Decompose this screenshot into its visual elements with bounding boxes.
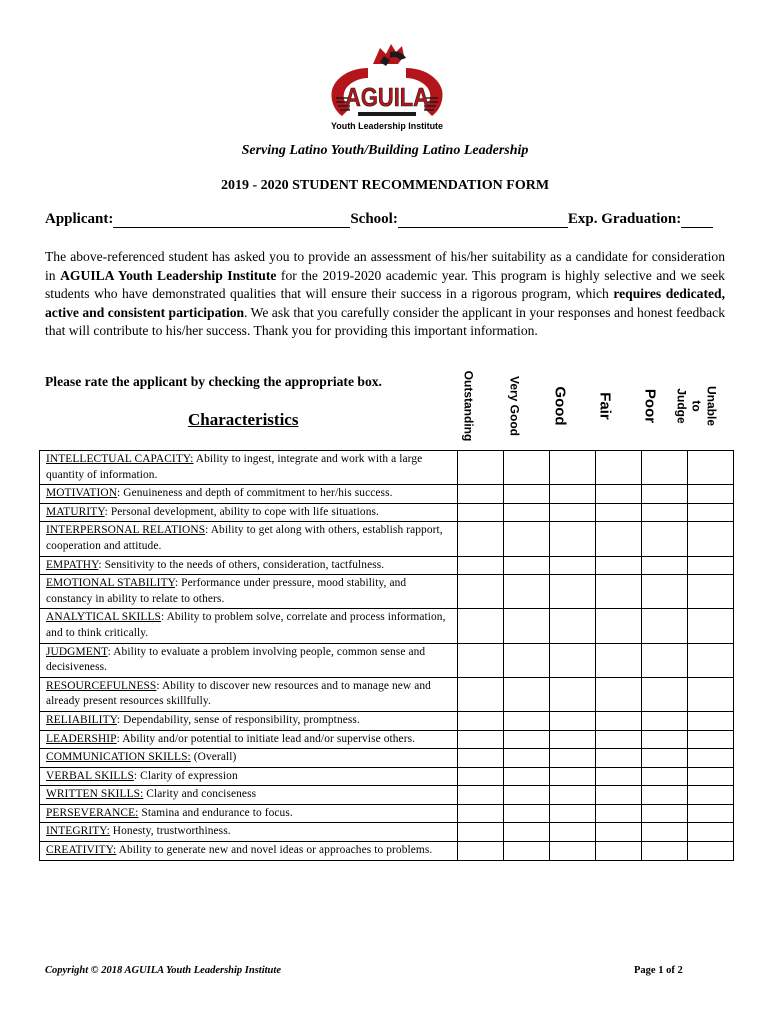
rating-checkbox-poor[interactable]	[642, 609, 688, 643]
characteristic-description: : Ability to evaluate a problem involving people, common sense and decisiveness.	[46, 645, 426, 674]
rating-checkbox-very-good[interactable]	[504, 842, 550, 861]
rating-checkbox-good[interactable]	[550, 749, 596, 768]
rating-checkbox-very-good[interactable]	[504, 556, 550, 575]
characteristic-cell	[40, 451, 458, 485]
rating-checkbox-fair[interactable]	[596, 804, 642, 823]
rating-checkbox-fair[interactable]	[596, 575, 642, 609]
characteristic-cell	[40, 556, 458, 575]
table-row	[40, 767, 734, 786]
table-row	[40, 575, 734, 609]
rating-checkbox-good[interactable]	[550, 643, 596, 677]
rating-checkbox-poor[interactable]	[642, 485, 688, 504]
characteristic-description: Clarity and conciseness	[143, 788, 257, 801]
characteristic-name: PERSEVERANCE:	[46, 806, 139, 819]
rating-checkbox-outstanding[interactable]	[458, 767, 504, 786]
characteristic-cell	[40, 804, 458, 823]
rating-checkbox-poor[interactable]	[642, 823, 688, 842]
table-row	[40, 485, 734, 504]
table-row	[40, 823, 734, 842]
rating-checkbox-good[interactable]	[550, 451, 596, 485]
table-row	[40, 556, 734, 575]
rating-checkbox-good[interactable]	[550, 730, 596, 749]
rating-checkbox-very-good[interactable]	[504, 786, 550, 805]
rating-checkbox-fair[interactable]	[596, 556, 642, 575]
rating-checkbox-good[interactable]	[550, 786, 596, 805]
column-header-very-good: Very Good	[507, 375, 522, 437]
rating-checkbox-poor[interactable]	[642, 711, 688, 730]
applicant-label: Applicant:	[45, 211, 114, 227]
characteristic-name: CREATIVITY:	[46, 844, 117, 857]
rating-checkbox-outstanding[interactable]	[458, 730, 504, 749]
rating-checkbox-very-good[interactable]	[504, 485, 550, 504]
rating-checkbox-fair[interactable]	[596, 823, 642, 842]
characteristic-description: Stamina and endurance to focus.	[138, 806, 293, 819]
rating-checkbox-poor[interactable]	[642, 522, 688, 556]
rating-checkbox-unable-to-judge[interactable]	[688, 786, 734, 805]
table-row	[40, 804, 734, 823]
rating-checkbox-unable-to-judge[interactable]	[688, 711, 734, 730]
characteristic-name: INTELLECTUAL CAPACITY:	[46, 453, 194, 465]
tagline: Serving Latino Youth/Building Latino Leadership	[241, 143, 529, 158]
characteristic-name: COMMUNICATION SKILLS:	[46, 751, 191, 764]
copyright-notice: Copyright © 2018 AGUILA Youth Leadership Institute	[45, 965, 281, 976]
table-row	[40, 749, 734, 768]
intro-paragraph	[45, 248, 725, 341]
eagle-icon	[373, 44, 406, 66]
table-row	[40, 677, 734, 711]
rating-checkbox-good[interactable]	[550, 823, 596, 842]
rating-checkbox-poor[interactable]	[642, 749, 688, 768]
rating-checkbox-outstanding[interactable]	[458, 842, 504, 861]
page-number: Page 1 of 2	[634, 965, 683, 976]
rating-checkbox-fair[interactable]	[596, 503, 642, 522]
characteristics-heading: Characteristics	[188, 410, 299, 429]
rating-checkbox-very-good[interactable]	[504, 767, 550, 786]
table-row	[40, 451, 734, 485]
rating-checkbox-outstanding[interactable]	[458, 503, 504, 522]
rating-checkbox-fair[interactable]	[596, 842, 642, 861]
column-header-outstanding: Outstanding	[461, 370, 476, 442]
rating-checkbox-good[interactable]	[550, 556, 596, 575]
column-header-good: Good	[551, 386, 569, 426]
rating-checkbox-fair[interactable]	[596, 522, 642, 556]
characteristic-cell	[40, 730, 458, 749]
rating-checkbox-very-good[interactable]	[504, 730, 550, 749]
column-header-unable-to-judge: Unable to Judge	[674, 385, 719, 427]
characteristic-name: VERBAL SKILLS	[46, 769, 134, 782]
intro-emphasis: requires dedicated, active and consistent participation	[45, 286, 725, 320]
rating-checkbox-poor[interactable]	[642, 575, 688, 609]
form-title: 2019 - 2020 STUDENT RECOMMENDATION FORM	[220, 178, 550, 193]
characteristic-description: : Genuineness and depth of commitment to her/his success.	[117, 487, 393, 500]
rating-checkbox-very-good[interactable]	[504, 677, 550, 711]
aguila-logo	[328, 42, 446, 134]
characteristic-cell	[40, 749, 458, 768]
characteristic-name: EMOTIONAL STABILITY	[46, 577, 175, 590]
rating-checkbox-poor[interactable]	[642, 556, 688, 575]
rating-checkbox-very-good[interactable]	[504, 823, 550, 842]
rating-checkbox-poor[interactable]	[642, 451, 688, 485]
table-row	[40, 609, 734, 643]
characteristic-description: Honesty, trustworthiness.	[109, 825, 231, 838]
rating-checkbox-poor[interactable]	[642, 804, 688, 823]
rating-checkbox-good[interactable]	[550, 485, 596, 504]
rating-checkbox-unable-to-judge[interactable]	[688, 677, 734, 711]
rating-checkbox-good[interactable]	[550, 842, 596, 861]
characteristic-description: (Overall)	[190, 751, 237, 764]
logo-subtitle: Youth Leadership Institute	[331, 121, 443, 131]
school-label: School:	[350, 211, 398, 227]
characteristic-description: Ability to ingest, integrate and work with a large quantity of information.	[46, 453, 423, 481]
column-header-poor: Poor	[641, 388, 659, 424]
characteristic-description: : Ability to discover new resources and to manage new and already present resources skillfully.	[46, 679, 431, 708]
rating-checkbox-unable-to-judge[interactable]	[688, 556, 734, 575]
table-row	[40, 711, 734, 730]
logo-base-bar	[358, 112, 416, 116]
rating-checkbox-very-good[interactable]	[504, 522, 550, 556]
rating-checkbox-outstanding[interactable]	[458, 804, 504, 823]
characteristic-cell	[40, 503, 458, 522]
rating-checkbox-outstanding[interactable]	[458, 786, 504, 805]
rating-checkbox-good[interactable]	[550, 503, 596, 522]
characteristic-cell	[40, 823, 458, 842]
rating-checkbox-fair[interactable]	[596, 711, 642, 730]
rating-checkbox-unable-to-judge[interactable]	[688, 485, 734, 504]
intro-program-name: AGUILA Youth Leadership Institute	[60, 267, 277, 283]
rating-checkbox-fair[interactable]	[596, 730, 642, 749]
rating-checkbox-outstanding[interactable]	[458, 609, 504, 643]
intro-text-1: The above-referenced student has asked you to provide an assessment of his/her suitability as a candidate for consideration in	[45, 249, 725, 283]
characteristic-cell	[40, 767, 458, 786]
rating-checkbox-good[interactable]	[550, 575, 596, 609]
table-row	[40, 786, 734, 805]
applicant-info-line	[45, 211, 725, 233]
characteristic-cell	[40, 677, 458, 711]
characteristic-cell	[40, 522, 458, 556]
rating-checkbox-good[interactable]	[550, 609, 596, 643]
characteristic-description: : Clarity of expression	[133, 769, 238, 782]
rating-checkbox-very-good[interactable]	[504, 503, 550, 522]
rating-checkbox-poor[interactable]	[642, 730, 688, 749]
characteristic-name: JUDGMENT	[46, 645, 108, 658]
table-row	[40, 730, 734, 749]
characteristic-cell	[40, 643, 458, 677]
characteristic-name: WRITTEN SKILLS:	[46, 788, 144, 801]
table-row	[40, 643, 734, 677]
characteristic-cell	[40, 609, 458, 643]
characteristic-description: : Ability and/or potential to initiate lead and/or supervise others.	[116, 732, 416, 745]
rating-instructions: Please rate the applicant by checking the appropriate box.	[45, 374, 382, 389]
rating-checkbox-very-good[interactable]	[504, 804, 550, 823]
rating-checkbox-fair[interactable]	[596, 786, 642, 805]
graduation-label: Exp. Graduation:	[567, 211, 682, 227]
rating-checkbox-unable-to-judge[interactable]	[688, 503, 734, 522]
rating-checkbox-outstanding[interactable]	[458, 823, 504, 842]
rating-checkbox-good[interactable]	[550, 677, 596, 711]
applicant-name-field[interactable]	[113, 211, 350, 228]
rating-checkbox-very-good[interactable]	[504, 575, 550, 609]
rating-checkbox-good[interactable]	[550, 711, 596, 730]
characteristic-description: : Dependability, sense of responsibility, promptness.	[116, 713, 360, 726]
rating-checkbox-poor[interactable]	[642, 503, 688, 522]
rating-checkbox-good[interactable]	[550, 804, 596, 823]
rating-checkbox-fair[interactable]	[596, 609, 642, 643]
rating-checkbox-outstanding[interactable]	[458, 575, 504, 609]
rating-checkbox-poor[interactable]	[642, 643, 688, 677]
rating-checkbox-unable-to-judge[interactable]	[688, 804, 734, 823]
intro-text-2: for the 2019-2020 academic year. This program is highly selective and we seek students who have demonstrated qualities that will ensure their success in a rigorous program, which	[45, 267, 725, 302]
rating-checkbox-unable-to-judge[interactable]	[688, 643, 734, 677]
characteristic-description: Ability to generate new and novel ideas or approaches to problems.	[116, 844, 433, 857]
characteristic-cell	[40, 711, 458, 730]
characteristic-cell	[40, 842, 458, 861]
rating-checkbox-unable-to-judge[interactable]	[688, 730, 734, 749]
rating-checkbox-fair[interactable]	[596, 767, 642, 786]
characteristic-name: EMPATHY	[46, 558, 99, 571]
rating-checkbox-good[interactable]	[550, 522, 596, 556]
characteristic-name: MATURITY	[46, 505, 105, 518]
characteristic-name: INTEGRITY:	[46, 825, 110, 838]
table-row	[40, 842, 734, 861]
rating-checkbox-poor[interactable]	[642, 767, 688, 786]
rating-checkbox-unable-to-judge[interactable]	[688, 749, 734, 768]
rating-checkbox-outstanding[interactable]	[458, 485, 504, 504]
rating-checkbox-outstanding[interactable]	[458, 749, 504, 768]
rating-checkbox-outstanding[interactable]	[458, 711, 504, 730]
rating-checkbox-unable-to-judge[interactable]	[688, 451, 734, 485]
characteristic-description: : Personal development, ability to cope with life situations.	[104, 505, 379, 518]
rating-checkbox-very-good[interactable]	[504, 711, 550, 730]
rating-checkbox-very-good[interactable]	[504, 749, 550, 768]
rating-checkbox-unable-to-judge[interactable]	[688, 842, 734, 861]
school-field[interactable]	[398, 211, 568, 228]
rating-checkbox-outstanding[interactable]	[458, 522, 504, 556]
characteristic-description: : Sensitivity to the needs of others, consideration, tactfulness.	[98, 558, 385, 571]
graduation-field[interactable]	[681, 211, 713, 228]
rating-checkbox-very-good[interactable]	[504, 643, 550, 677]
rating-checkbox-outstanding[interactable]	[458, 677, 504, 711]
characteristic-description: : Ability to get along with others, establish rapport, cooperation and attitude.	[46, 524, 443, 552]
rating-checkbox-outstanding[interactable]	[458, 643, 504, 677]
rating-checkbox-fair[interactable]	[596, 451, 642, 485]
rating-checkbox-unable-to-judge[interactable]	[688, 575, 734, 609]
rating-checkbox-poor[interactable]	[642, 842, 688, 861]
rating-checkbox-good[interactable]	[550, 767, 596, 786]
rating-checkbox-fair[interactable]	[596, 749, 642, 768]
logo-wordmark: AGUILA	[345, 82, 430, 112]
rating-checkbox-poor[interactable]	[642, 786, 688, 805]
rating-checkbox-unable-to-judge[interactable]	[688, 522, 734, 556]
characteristic-name: LEADERSHIP	[46, 732, 117, 745]
intro-text-3: . We ask that you carefully consider the applicant in your responses and honest feedback that will contribute to his/her success. Thank you for providing this important information.	[45, 304, 725, 339]
rating-checkbox-unable-to-judge[interactable]	[688, 767, 734, 786]
characteristic-cell	[40, 485, 458, 504]
rating-checkbox-poor[interactable]	[642, 677, 688, 711]
table-row	[40, 503, 734, 522]
characteristic-name: ANALYTICAL SKILLS	[46, 611, 161, 624]
rating-checkbox-unable-to-judge[interactable]	[688, 609, 734, 643]
characteristic-description: : Performance under pressure, mood stability, and constancy in ability to relate to others.	[46, 577, 407, 605]
rating-table	[39, 450, 734, 861]
rating-checkbox-very-good[interactable]	[504, 609, 550, 643]
characteristic-description: : Ability to problem solve, correlate and process information, and to think critically.	[46, 611, 446, 639]
characteristic-name: RELIABILITY	[46, 713, 117, 726]
table-row	[40, 522, 734, 556]
rating-checkbox-fair[interactable]	[596, 485, 642, 504]
rating-checkbox-outstanding[interactable]	[458, 451, 504, 485]
rating-checkbox-very-good[interactable]	[504, 451, 550, 485]
characteristic-cell	[40, 575, 458, 609]
rating-checkbox-unable-to-judge[interactable]	[688, 823, 734, 842]
characteristic-name: RESOURCEFULNESS	[46, 679, 157, 692]
rating-checkbox-fair[interactable]	[596, 643, 642, 677]
characteristic-cell	[40, 786, 458, 805]
characteristic-name: INTERPERSONAL RELATIONS	[46, 524, 206, 537]
characteristic-name: MOTIVATION	[46, 487, 118, 500]
rating-checkbox-fair[interactable]	[596, 677, 642, 711]
column-header-fair: Fair	[596, 392, 614, 420]
rating-checkbox-outstanding[interactable]	[458, 556, 504, 575]
